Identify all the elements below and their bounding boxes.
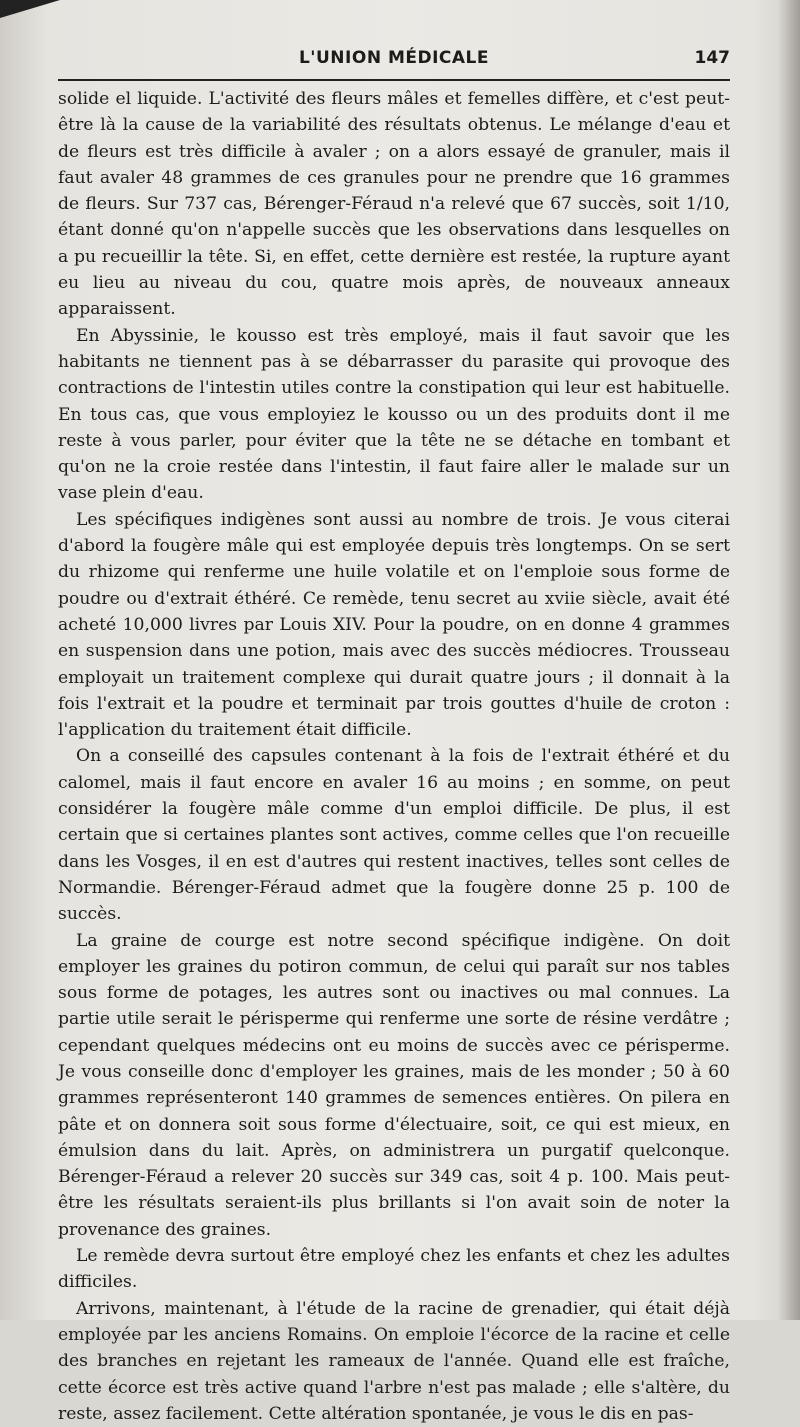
article-body	[58, 86, 730, 1427]
paragraph: On a conseillé des capsules contenant à la fois de l'extrait éthéré et du calomel, mais il faut encore en avaler 16 au moins ; en somme, on peut considérer la fougère mâle comme d'un emploi difficile. De plus, il est certain que si certaines plantes sont actives, comme celles que l'on recueille dans les Vosges, il en est d'autres qui restent inactives, telles sont celles de Normandie. Bérenger-Féraud admet que la fougère donne 25 p. 100 de succès.	[58, 746, 730, 925]
page-corner-shadow	[0, 0, 60, 18]
paragraph: Les spécifiques indigènes sont aussi au nombre de trois. Je vous citerai d'abord la fougère mâle qui est employée depuis très longtemps. On se sert du rhizome qui renferme une huile volatile et on l'emploie sous forme de poudre ou d'extrait éthéré. Ce remède, tenu secret au xviie siècle, avait été acheté 10,000 livres par Louis XIV. Pour la poudre, on en donne 4 grammes en suspension dans une potion, mais avec des succès médiocres. Trousseau employait un traitement complexe qui durait quatre jours ; il donnait à la fois l'extrait et la poudre et terminait par trois gouttes d'huile de croton : l'application du traitement était difficile.	[58, 509, 730, 741]
paragraph: Le remède devra surtout être employé chez les enfants et chez les adultes difficiles.	[58, 1246, 730, 1293]
paragraph: Arrivons, maintenant, à l'étude de la racine de grenadier, qui était déjà employée par les anciens Romains. On emploie l'écorce de la racine et celle des branches en rejetant les rameaux de l'année. Quand elle est fraîche, cette écorce est très active quand l'arbre n'est pas malade ; elle s'altère, du reste, assez facilement. Cette altération spontanée, je vous le dis en pas-	[58, 1298, 730, 1424]
paragraph: La graine de courge est notre second spécifique indigène. On doit employer les graines du potiron commun, de celui qui paraît sur nos tables sous forme de potages, les autres sont ou inactives ou mal connues. La partie utile serait le périsperme qui renferme une sorte de résine verdâtre ; cependant quelques médecins ont eu moins de succès avec ce périsperme. Je vous conseille donc d'employer les graines, mais de les monder ; 50 à 60 grammes représenteront 140 grammes de semences entières. On pilera en pâte et on donnera soit sous forme d'électuaire, soit, ce qui est mieux, en émulsion dans du lait. Après, on administrera un purgatif quelconque. Bérenger-Féraud a relever 20 succès sur 349 cas, soit 4 p. 100. Mais peut-être les résultats seraient-ils plus brillants si l'on avait soin de noter la provenance des graines.	[58, 930, 730, 1240]
paragraph: En Abyssinie, le kousso est très employé, mais il faut savoir que les habitants ne tiennent pas à se débarrasser du parasite qui provoque des contractions de l'intestin utiles contre la constipation qui leur est habituelle. En tous cas, que vous employiez le kousso ou un des produits dont il me reste à vous parler, pour éviter que la tête ne se détache en tombant et qu'on ne la croie restée dans l'intestin, il faut faire aller le malade sur un vase plein d'eau.	[58, 325, 730, 504]
page-edge-shadow	[778, 0, 800, 1320]
journal-title: L'UNION MÉDICALE	[298, 48, 490, 68]
paragraph: solide el liquide. L'activité des fleurs mâles et femelles diffère, et c'est peut-être là la cause de la variabilité des résultats obtenus. Le mélange d'eau et de fleurs est très difficile à avaler ; on a alors essayé de granuler, mais il faut avaler 48 grammes de ces granules pour ne prendre que 16 grammes de fleurs. Sur 737 cas, Bérenger-Féraud n'a relevé que 67 succès, soit 1/10, étant donné qu'on n'appelle succès que les observations dans lesquelles on a pu recueillir la tête. Si, en effet, cette dernière est restée, la rupture ayant eu lieu au niveau du cou, quatre mois après, de nouveaux anneaux apparaissent.	[58, 89, 730, 320]
header-rule	[58, 79, 730, 81]
running-header	[58, 44, 730, 74]
page-number: 147	[694, 48, 730, 68]
